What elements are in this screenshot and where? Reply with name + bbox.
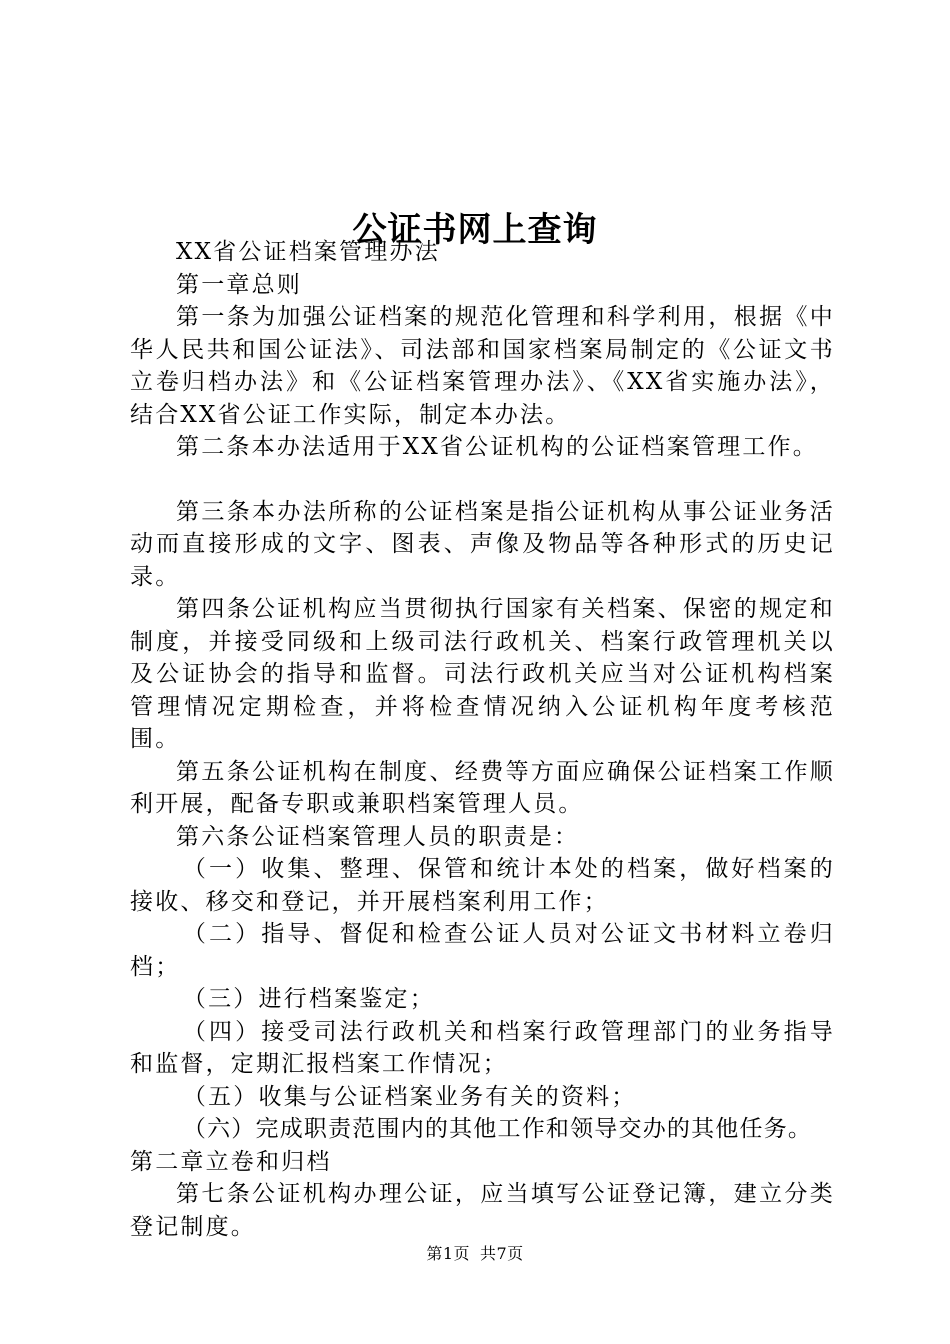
list-item: （六）完成职责范围内的其他工作和领导交办的其他任务。 [182, 1116, 813, 1142]
list-item: （二）指导、督促和检查公证人员对公证文书材料立卷归档； [130, 921, 835, 980]
list-item: （四）接受司法行政机关和档案行政管理部门的业务指导和监督，定期汇报档案工作情况； [130, 1018, 835, 1077]
list-item: （一）收集、整理、保管和统计本处的档案，做好档案的接收、移交和登记，并开展档案利用工作； [130, 856, 835, 915]
article-paragraph: 第四条公证机构应当贯彻执行国家有关档案、保密的规定和制度，并接受同级和上级司法行政机关、档案行政管理机关以及公证协会的指导和监督。司法行政机关应当对公证机构档案管理情况定期检查，并将检查情况纳入公证机构年度考核范围。 [130, 596, 835, 752]
document-title: 公证书网上查询 [352, 209, 598, 250]
chapter-heading: 第一章总则 [176, 271, 302, 298]
article-paragraph: 第六条公证档案管理人员的职责是： [176, 823, 580, 850]
article-paragraph: 第七条公证机构办理公证，应当填写公证登记簿，建立分类登记制度。 [130, 1181, 835, 1240]
article-paragraph: 第二条本办法适用于XX省公证机构的公证档案管理工作。 [176, 434, 818, 460]
page-total: 共7页 [480, 1244, 524, 1263]
page-number: 第1页 [426, 1244, 470, 1263]
subtitle-paragraph: XX省公证档案管理办法 [176, 239, 440, 265]
article-paragraph: 第五条公证机构在制度、经费等方面应确保公证档案工作顺利开展，配备专职或兼职档案管理人员。 [130, 758, 835, 817]
document-body [130, 236, 835, 1243]
article-paragraph: 第三条本办法所称的公证档案是指公证机构从事公证业务活动而直接形成的文字、图表、声像及物品等各种形式的历史记录。 [130, 498, 835, 590]
page-footer [0, 1243, 950, 1265]
list-item: （三）进行档案鉴定； [182, 986, 435, 1012]
chapter-heading: 第二章立卷和归档 [130, 1148, 332, 1175]
article-paragraph: 第一条为加强公证档案的规范化管理和科学利用，根据《中华人民共和国公证法》、司法部和国家档案局制定的《公证文书立卷归档办法》和《公证档案管理办法》、《XX省实施办法》，结合XX省公证工作实际，制定本办法。 [130, 304, 835, 428]
list-item: （五）收集与公证档案业务有关的资料； [182, 1083, 637, 1110]
